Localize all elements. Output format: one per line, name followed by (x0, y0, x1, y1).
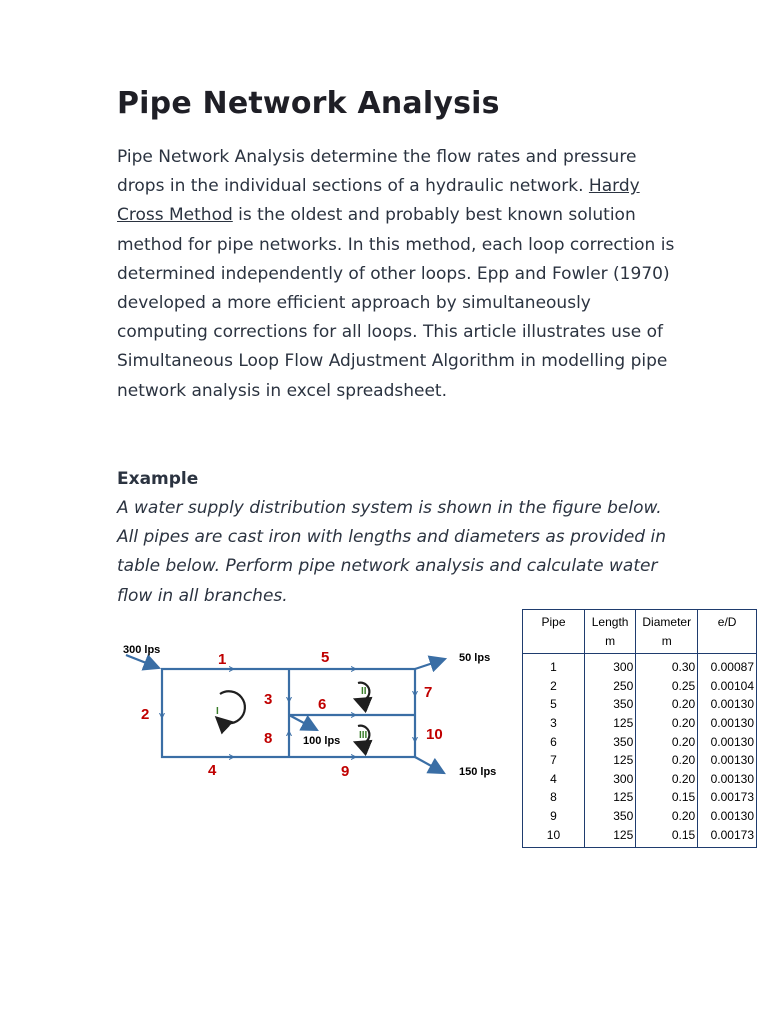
outflow-top-arrow (415, 659, 445, 669)
inflow-label: 300 lps (123, 644, 161, 656)
example-heading: Example (117, 469, 199, 489)
table-row (523, 807, 757, 826)
table-body (523, 654, 757, 848)
pipe-lines (162, 669, 415, 757)
pipe-label-1: 1 (218, 651, 227, 668)
cell-pipe: 8 (523, 788, 585, 807)
header-diameter-unit: m (661, 634, 672, 648)
hardy-cross-method-link[interactable]: Hardy Cross Method (117, 176, 640, 226)
table-row (523, 695, 757, 714)
cell-ed: 0.00130 (710, 753, 754, 768)
cell-length: 125 (584, 788, 635, 807)
cell-ed: 0.00087 (710, 660, 754, 675)
loop-arrows (218, 683, 369, 744)
cell-diameter: 0.20 (636, 751, 698, 770)
cell-pipe: 10 (523, 825, 585, 847)
table-row (523, 732, 757, 751)
pipe-label-5: 5 (321, 649, 330, 666)
cell-pipe: 5 (523, 695, 585, 714)
loop-label-3: III (359, 730, 368, 741)
table-row (523, 751, 757, 770)
cell-pipe: 9 (523, 807, 585, 826)
cell-pipe: 3 (523, 714, 585, 733)
cell-ed: 0.00173 (710, 827, 754, 842)
outflow-bottom-label: 150 lps (459, 766, 497, 778)
pipe-label-10: 10 (426, 726, 443, 743)
pipe-data-table (522, 609, 757, 848)
loop-label-1: I (216, 706, 219, 717)
cell-ed: 0.00173 (710, 790, 754, 805)
outflow-bottom-arrow (415, 757, 444, 773)
cell-pipe: 4 (523, 770, 585, 789)
cell-diameter: 0.20 (636, 770, 698, 789)
table-header-row (523, 610, 757, 654)
cell-diameter: 0.20 (636, 695, 698, 714)
outflow-middle-arrow (289, 715, 317, 730)
pipe-label-6: 6 (318, 696, 327, 713)
loop-label-2: II (361, 686, 367, 697)
cell-diameter: 0.25 (636, 677, 698, 696)
outflow-top-label: 50 lps (459, 652, 491, 664)
cell-diameter: 0.20 (636, 732, 698, 751)
cell-diameter: 0.20 (636, 714, 698, 733)
loop-1-rotation-icon (218, 691, 245, 723)
inflow-arrow (126, 655, 159, 668)
cell-diameter: 0.20 (636, 807, 698, 826)
cell-ed: 0.00130 (710, 809, 754, 824)
cell-length: 300 (584, 654, 635, 677)
table-row (523, 654, 757, 677)
table-row (523, 825, 757, 847)
cell-length: 300 (584, 770, 635, 789)
cell-ed: 0.00130 (710, 734, 754, 749)
pipe-label-8: 8 (264, 730, 273, 747)
header-length-unit: m (605, 634, 616, 648)
cell-ed: 0.00104 (710, 678, 754, 693)
intro-text-before-link: Pipe Network Analysis determine the flow rates and pressure drops in the individual sections of a hydraulic network. (117, 147, 637, 197)
cell-diameter: 0.15 (636, 825, 698, 847)
page-title: Pipe Network Analysis (117, 86, 500, 121)
cell-length: 125 (584, 714, 635, 733)
cell-diameter: 0.15 (636, 788, 698, 807)
header-diameter: Diameter m (636, 610, 698, 654)
pipe-label-9: 9 (341, 763, 350, 780)
header-length: Length m (584, 610, 635, 654)
table-row (523, 677, 757, 696)
cell-length: 125 (584, 825, 635, 847)
cell-pipe: 1 (523, 654, 585, 677)
pipe-label-4: 4 (208, 762, 217, 779)
cell-length: 350 (584, 732, 635, 751)
pipe-label-7: 7 (424, 684, 433, 701)
intro-paragraph (117, 143, 677, 406)
cell-length: 250 (584, 677, 635, 696)
cell-pipe: 7 (523, 751, 585, 770)
table-row (523, 788, 757, 807)
cell-ed: 0.00130 (710, 697, 754, 712)
cell-pipe: 2 (523, 677, 585, 696)
table-row (523, 770, 757, 789)
cell-ed: 0.00130 (710, 771, 754, 786)
cell-length: 350 (584, 695, 635, 714)
header-ed: e/D (698, 610, 757, 654)
outflow-middle-label: 100 lps (303, 735, 341, 747)
example-text: A water supply distribution system is shown in the figure below. All pipes are cast iron with lengths and diameters as provided in table below. Perform pipe network analysis and calculate water flow in all branches. (117, 498, 666, 606)
cell-diameter: 0.30 (636, 654, 698, 677)
intro-text-after-link: is the oldest and probably best known solution method for pipe networks. In this method, each loop correction is determined independently of other loops. Epp and Fowler (1970) developed a more efficient approach by simultaneously computing corrections for all loops. This article illustrates use of Simultaneous Loop Flow Adjustment Algorithm in modelling pipe network analysis in excel spreadsheet. (117, 205, 675, 401)
cell-pipe: 6 (523, 732, 585, 751)
pipe-label-3: 3 (264, 691, 273, 708)
cell-ed: 0.00130 (710, 716, 754, 731)
pipe-network-diagram (112, 628, 512, 788)
cell-length: 125 (584, 751, 635, 770)
table-row (523, 714, 757, 733)
header-pipe: Pipe (523, 610, 585, 654)
cell-length: 350 (584, 807, 635, 826)
pipe-label-2: 2 (141, 706, 150, 723)
